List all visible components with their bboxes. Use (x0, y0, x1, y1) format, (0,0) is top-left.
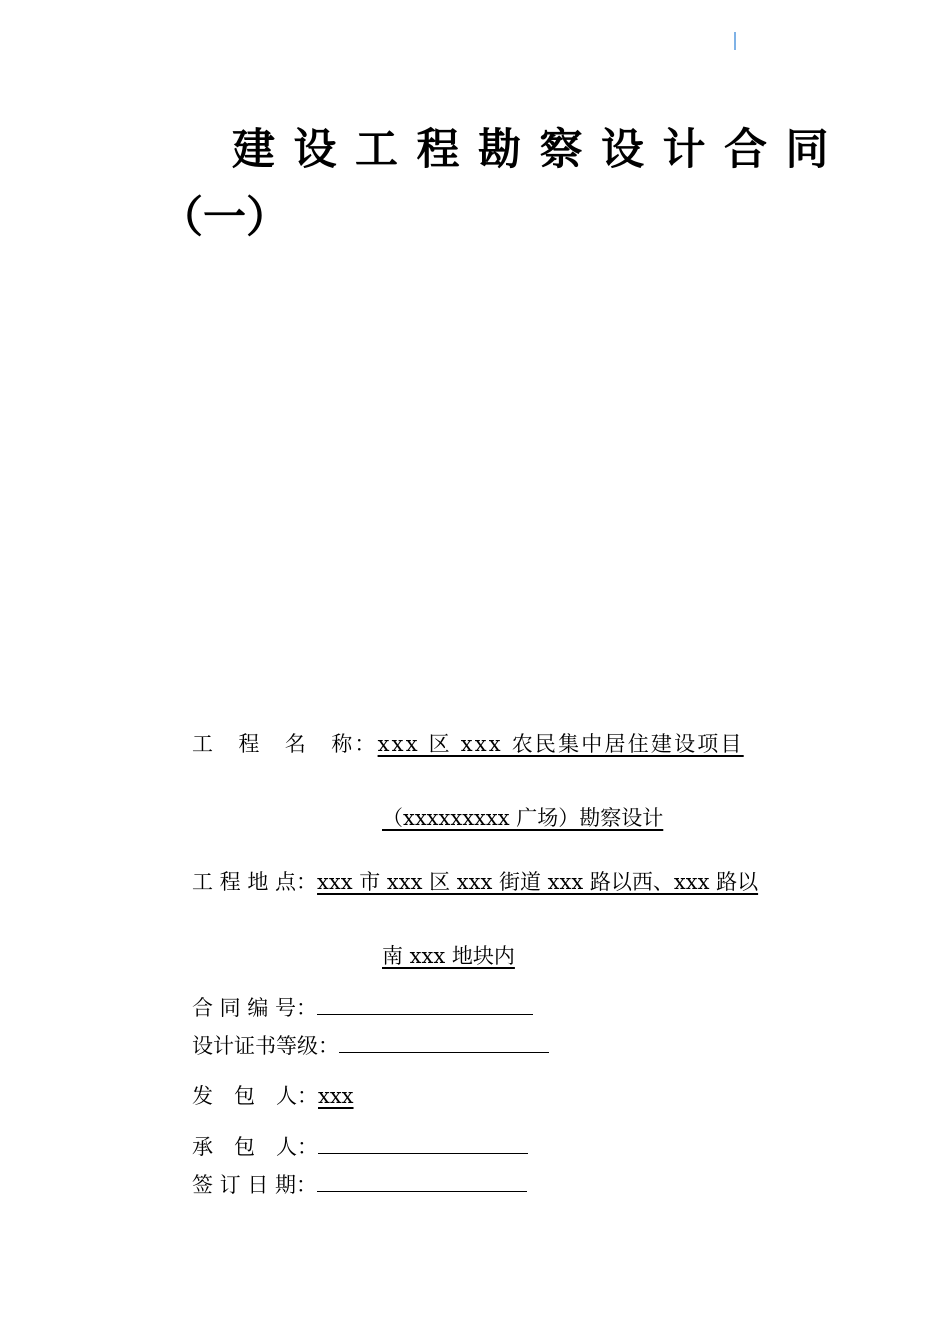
project-location-value-line1: xxx 市 xxx 区 xxx 街道 xxx 路以西、xxx 路以 (317, 870, 759, 894)
contractor-field[interactable] (318, 1131, 528, 1154)
project-name-row (192, 729, 744, 759)
project-name-row-2 (382, 803, 663, 833)
certificate-grade-row (192, 1030, 549, 1061)
project-name-value-line2: （xxxxxxxxx 广场）勘察设计 (382, 806, 664, 830)
project-name-value-line1: xxx 区 xxx 农民集中居住建设项目 (377, 732, 744, 756)
project-name-label: 工 程 名 称： (192, 732, 378, 756)
contract-title-number: （一） (160, 193, 289, 243)
contractor-row (192, 1131, 528, 1162)
project-location-value-line2: 南 xxx 地块内 (382, 944, 515, 968)
contract-number-row (192, 992, 533, 1023)
contractor-label: 承 包 人： (192, 1135, 318, 1159)
signing-date-field[interactable] (317, 1169, 527, 1192)
contract-number-label: 合 同 编 号： (192, 996, 318, 1020)
employer-row (192, 1081, 354, 1111)
project-location-row-2 (382, 941, 515, 971)
project-location-label: 工 程 地 点： (192, 870, 318, 894)
contract-number-field[interactable] (317, 992, 533, 1015)
employer-label: 发 包 人： (192, 1084, 318, 1108)
signing-date-label: 签 订 日 期： (192, 1173, 318, 1197)
contract-title: 建设工程勘察设计合同 (232, 125, 847, 175)
text-cursor-mark (734, 32, 736, 50)
project-location-row (192, 867, 758, 897)
certificate-grade-field[interactable] (339, 1030, 549, 1053)
employer-value: xxx (318, 1084, 354, 1108)
certificate-grade-label: 设计证书等级： (192, 1034, 339, 1058)
signing-date-row (192, 1169, 527, 1200)
